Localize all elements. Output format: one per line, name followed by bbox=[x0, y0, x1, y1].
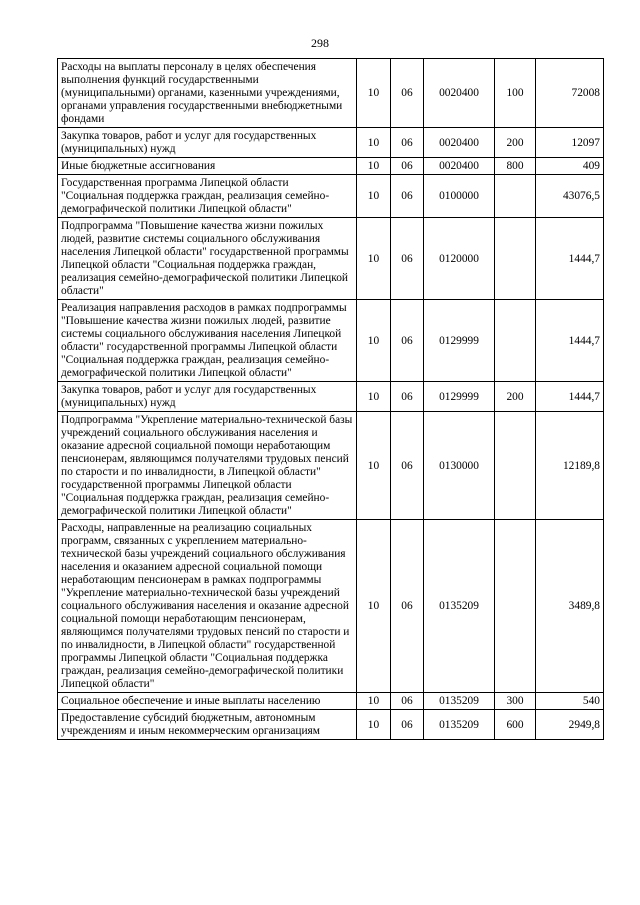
amount-cell: 12097 bbox=[536, 128, 604, 158]
target-article-cell: 0020400 bbox=[424, 128, 495, 158]
amount-cell: 72008 bbox=[536, 59, 604, 128]
section-cell: 10 bbox=[357, 218, 391, 300]
amount-cell: 1444,7 bbox=[536, 382, 604, 412]
amount-cell: 3489,8 bbox=[536, 520, 604, 693]
amount-cell: 43076,5 bbox=[536, 175, 604, 218]
section-cell: 10 bbox=[357, 382, 391, 412]
expense-type-cell bbox=[495, 520, 536, 693]
expense-type-cell: 200 bbox=[495, 382, 536, 412]
expense-type-cell bbox=[495, 300, 536, 382]
subsection-cell: 06 bbox=[391, 520, 424, 693]
amount-cell: 409 bbox=[536, 158, 604, 175]
row-name-cell: Подпрограмма "Укрепление материально-технической базы учреждений социального обслуживания населения и оказание адресной социальной помощи неработающим пенсионерам, являющимся получателями трудовых пенсий по старости и по инвалидности, в Липецкой области" государственной программы Липецкой области "Социальная поддержка граждан, реализация семейно-демографической политики Липецкой области" bbox=[58, 412, 357, 520]
subsection-cell: 06 bbox=[391, 128, 424, 158]
amount-cell: 1444,7 bbox=[536, 300, 604, 382]
row-name-cell: Государственная программа Липецкой области "Социальная поддержка граждан, реализация семейно-демографической политики Липецкой области" bbox=[58, 175, 357, 218]
row-name-cell: Социальное обеспечение и иные выплаты населению bbox=[58, 693, 357, 710]
section-cell: 10 bbox=[357, 520, 391, 693]
table-row bbox=[58, 175, 604, 218]
subsection-cell: 06 bbox=[391, 218, 424, 300]
target-article-cell: 0135209 bbox=[424, 693, 495, 710]
table-row bbox=[58, 710, 604, 740]
subsection-cell: 06 bbox=[391, 693, 424, 710]
target-article-cell: 0100000 bbox=[424, 175, 495, 218]
row-name-cell: Расходы на выплаты персоналу в целях обеспечения выполнения функций государственными (муниципальными) органами, казенными учреждениями, органами управления государственными внебюджетными фондами bbox=[58, 59, 357, 128]
section-cell: 10 bbox=[357, 128, 391, 158]
row-name-cell: Расходы, направленные на реализацию социальных программ, связанных с укреплением материально-технической базы учреждений социального обслуживания населения и оказанием адресной социальной помощи неработающим пенсионерам в рамках подпрограммы "Укрепление материально-технической базы учреждений социального обслуживания населения и оказание адресной социальной помощи неработающим пенсионерам, являющимся получателями трудовых пенсий по старости и по инвалидности, в Липецкой области" государственной программы Липецкой области "Социальная поддержка граждан, реализация семейно-демографической политики Липецкой области" bbox=[58, 520, 357, 693]
table-row bbox=[58, 693, 604, 710]
table-row bbox=[58, 412, 604, 520]
section-cell: 10 bbox=[357, 710, 391, 740]
target-article-cell: 0130000 bbox=[424, 412, 495, 520]
expense-type-cell: 300 bbox=[495, 693, 536, 710]
row-name-cell: Иные бюджетные ассигнования bbox=[58, 158, 357, 175]
expense-type-cell: 100 bbox=[495, 59, 536, 128]
target-article-cell: 0120000 bbox=[424, 218, 495, 300]
row-name-cell: Предоставление субсидий бюджетным, автономным учреждениям и иным некоммерческим организациям bbox=[58, 710, 357, 740]
section-cell: 10 bbox=[357, 300, 391, 382]
budget-table-body bbox=[58, 59, 604, 740]
subsection-cell: 06 bbox=[391, 175, 424, 218]
row-name-cell: Закупка товаров, работ и услуг для государственных (муниципальных) нужд bbox=[58, 128, 357, 158]
budget-table bbox=[57, 58, 604, 740]
table-row bbox=[58, 218, 604, 300]
subsection-cell: 06 bbox=[391, 412, 424, 520]
expense-type-cell bbox=[495, 218, 536, 300]
section-cell: 10 bbox=[357, 412, 391, 520]
row-name-cell: Закупка товаров, работ и услуг для государственных (муниципальных) нужд bbox=[58, 382, 357, 412]
target-article-cell: 0129999 bbox=[424, 382, 495, 412]
expense-type-cell: 200 bbox=[495, 128, 536, 158]
subsection-cell: 06 bbox=[391, 382, 424, 412]
table-row bbox=[58, 128, 604, 158]
section-cell: 10 bbox=[357, 59, 391, 128]
target-article-cell: 0135209 bbox=[424, 710, 495, 740]
amount-cell: 1444,7 bbox=[536, 218, 604, 300]
amount-cell: 2949,8 bbox=[536, 710, 604, 740]
target-article-cell: 0020400 bbox=[424, 158, 495, 175]
expense-type-cell: 800 bbox=[495, 158, 536, 175]
table-row bbox=[58, 382, 604, 412]
expense-type-cell bbox=[495, 175, 536, 218]
subsection-cell: 06 bbox=[391, 300, 424, 382]
table-row bbox=[58, 520, 604, 693]
row-name-cell: Реализация направления расходов в рамках подпрограммы "Повышение качества жизни пожилых людей, развитие системы социального обслуживания населения Липецкой области" государственной программы Липецкой области "Социальная поддержка граждан, реализация семейно-демографической политики Липецкой области" bbox=[58, 300, 357, 382]
table-row bbox=[58, 59, 604, 128]
amount-cell: 540 bbox=[536, 693, 604, 710]
target-article-cell: 0020400 bbox=[424, 59, 495, 128]
amount-cell: 12189,8 bbox=[536, 412, 604, 520]
section-cell: 10 bbox=[357, 175, 391, 218]
subsection-cell: 06 bbox=[391, 158, 424, 175]
expense-type-cell: 600 bbox=[495, 710, 536, 740]
expense-type-cell bbox=[495, 412, 536, 520]
target-article-cell: 0135209 bbox=[424, 520, 495, 693]
target-article-cell: 0129999 bbox=[424, 300, 495, 382]
section-cell: 10 bbox=[357, 693, 391, 710]
page-number: 298 bbox=[311, 36, 329, 50]
row-name-cell: Подпрограмма "Повышение качества жизни пожилых людей, развитие системы социального обслуживания населения Липецкой области" государственной программы Липецкой области "Социальная поддержка граждан, реализация семейно-демографической политики Липецкой области" bbox=[58, 218, 357, 300]
subsection-cell: 06 bbox=[391, 710, 424, 740]
section-cell: 10 bbox=[357, 158, 391, 175]
table-row bbox=[58, 300, 604, 382]
table-row bbox=[58, 158, 604, 175]
subsection-cell: 06 bbox=[391, 59, 424, 128]
